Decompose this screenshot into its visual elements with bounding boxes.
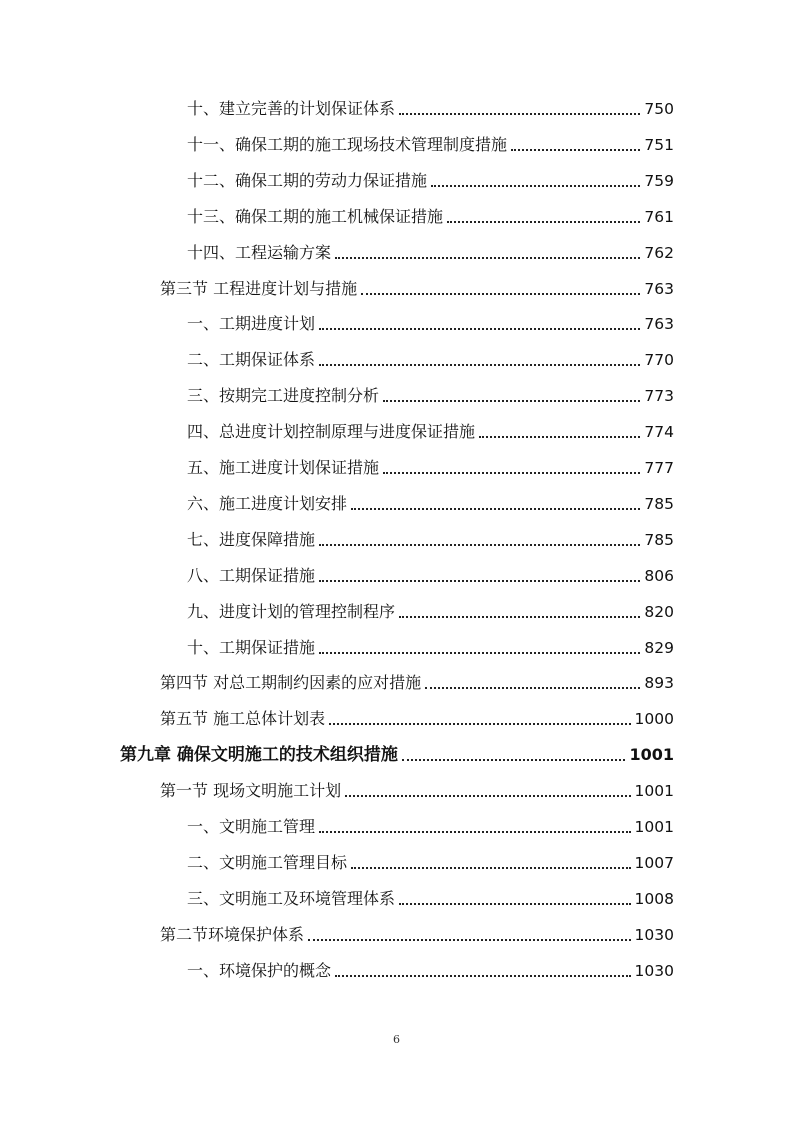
toc-entry[interactable] [160, 920, 674, 946]
toc-dot-leader [431, 184, 640, 187]
toc-entry[interactable] [187, 345, 674, 371]
toc-entry-title: 十四、工程运输方案 [187, 242, 332, 262]
toc-entry[interactable] [187, 848, 674, 874]
toc-entry-page: 806 [644, 566, 674, 585]
toc-entry-page: 1007 [634, 853, 674, 872]
toc-dot-leader [345, 794, 630, 797]
toc-entry-title: 十、建立完善的计划保证体系 [187, 99, 396, 118]
toc-entry-title: 八、工期保证措施 [187, 565, 316, 585]
toc-entry[interactable] [187, 956, 674, 982]
toc-dot-leader [361, 292, 640, 295]
toc-entry[interactable] [187, 130, 674, 156]
toc-entry-page: 759 [644, 171, 674, 190]
toc-entry-title: 十一、确保工期的施工现场技术管理制度措施 [187, 134, 508, 154]
toc-dot-leader [319, 579, 640, 582]
toc-dot-leader [383, 471, 640, 474]
toc-entry-page: 763 [644, 279, 674, 298]
toc-entry[interactable] [120, 740, 674, 766]
toc-entry-page: 785 [644, 530, 674, 549]
toc-entry[interactable] [187, 94, 674, 120]
toc-entry-title: 十、工期保证措施 [187, 637, 316, 657]
toc-entry-page: 761 [644, 207, 674, 226]
toc-entry[interactable] [160, 704, 674, 730]
toc-entry[interactable] [187, 561, 674, 587]
toc-entry-page: 762 [644, 243, 674, 262]
toc-entry-page: 750 [644, 100, 674, 118]
toc-entry-title: 一、环境保护的概念 [187, 960, 332, 980]
toc-entry-title: 二、文明施工管理目标 [187, 852, 348, 872]
page-number: 6 [393, 1033, 400, 1046]
toc-dot-leader [399, 615, 640, 618]
toc-entry-title: 二、工期保证体系 [187, 350, 316, 370]
toc-entry[interactable] [187, 884, 674, 910]
toc-entry[interactable] [187, 453, 674, 479]
toc-dot-leader [351, 507, 640, 510]
toc-entry-page: 774 [644, 423, 674, 442]
toc-entry-title: 第五节 施工总体计划表 [160, 709, 326, 729]
toc-dot-leader [383, 399, 640, 402]
toc-entry-title: 第三节 工程进度计划与措施 [160, 278, 358, 298]
toc-entry-title: 一、文明施工管理 [187, 817, 316, 836]
toc-entry[interactable] [160, 668, 674, 694]
toc-entry-page: 1008 [634, 889, 674, 908]
toc-entry-title: 十二、确保工期的劳动力保证措施 [187, 170, 428, 190]
toc-entry[interactable] [187, 597, 674, 623]
toc-entry-page: 1000 [634, 710, 674, 729]
toc-entry-title: 四、总进度计划控制原理与进度保证措施 [187, 422, 476, 442]
toc-dot-leader [335, 256, 640, 259]
toc-entry-page: 770 [644, 351, 674, 370]
toc-dot-leader [399, 112, 640, 115]
toc-entry-title: 一、工期进度计划 [187, 314, 316, 334]
toc-dot-leader [319, 830, 631, 833]
toc-entry-title: 五、施工进度计划保证措施 [187, 458, 380, 477]
toc-entry[interactable] [187, 633, 674, 659]
toc-entry-page: 1030 [634, 961, 674, 980]
toc-entry-title: 九、进度计划的管理控制程序 [187, 601, 396, 621]
toc-entry-page: 820 [644, 602, 674, 621]
toc-entry-title: 第九章 确保文明施工的技术组织措施 [120, 745, 398, 766]
toc-entry[interactable] [187, 202, 674, 228]
toc-entry-page: 763 [644, 315, 674, 334]
toc-entry[interactable] [160, 776, 674, 802]
toc-entry-page: 777 [644, 459, 674, 477]
toc-entry[interactable] [187, 525, 674, 551]
toc-entry-page: 829 [644, 638, 674, 657]
toc-dot-leader [479, 435, 640, 438]
toc-dot-leader [308, 938, 631, 941]
toc-entry-title: 第四节 对总工期制约因素的应对措施 [160, 673, 422, 693]
toc-dot-leader [402, 758, 626, 761]
toc-entry-title: 三、按期完工进度控制分析 [187, 386, 380, 406]
toc-dot-leader [399, 902, 631, 905]
toc-entry[interactable] [187, 381, 674, 407]
toc-dot-leader [511, 148, 640, 151]
toc-entry-title: 十三、确保工期的施工机械保证措施 [187, 206, 444, 226]
toc-entry-title: 六、施工进度计划安排 [187, 493, 348, 513]
toc-dot-leader [319, 543, 640, 546]
toc-dot-leader [335, 974, 631, 977]
toc-entry-page: 785 [644, 494, 674, 513]
toc-dot-leader [425, 686, 640, 689]
toc-entry-page: 1001 [634, 818, 674, 836]
toc-entry-page: 1001 [634, 782, 674, 801]
toc-entry[interactable] [160, 274, 674, 300]
toc-entry[interactable] [187, 166, 674, 192]
toc-entry-title: 第二节环境保护体系 [160, 924, 305, 944]
toc-entry-page: 751 [644, 135, 674, 154]
toc-entry[interactable] [187, 417, 674, 443]
toc-dot-leader [329, 722, 630, 725]
toc-dot-leader [319, 327, 640, 330]
toc-entry[interactable] [187, 489, 674, 515]
toc-entry-title: 三、文明施工及环境管理体系 [187, 888, 396, 908]
toc-entry[interactable] [187, 309, 674, 335]
toc-dot-leader [319, 363, 640, 366]
toc-entry-page: 773 [644, 387, 674, 406]
toc-entry[interactable] [187, 812, 674, 838]
toc-entry-title: 第一节 现场文明施工计划 [160, 781, 342, 801]
toc-entry-title: 七、进度保障措施 [187, 529, 316, 549]
toc-entry-page: 1001 [629, 745, 674, 765]
toc-dot-leader [447, 220, 640, 223]
toc-entry-page: 1030 [634, 925, 674, 944]
toc-dot-leader [351, 866, 631, 869]
toc-dot-leader [319, 651, 640, 654]
toc-entry[interactable] [187, 238, 674, 264]
toc-entry-page: 893 [644, 674, 674, 693]
